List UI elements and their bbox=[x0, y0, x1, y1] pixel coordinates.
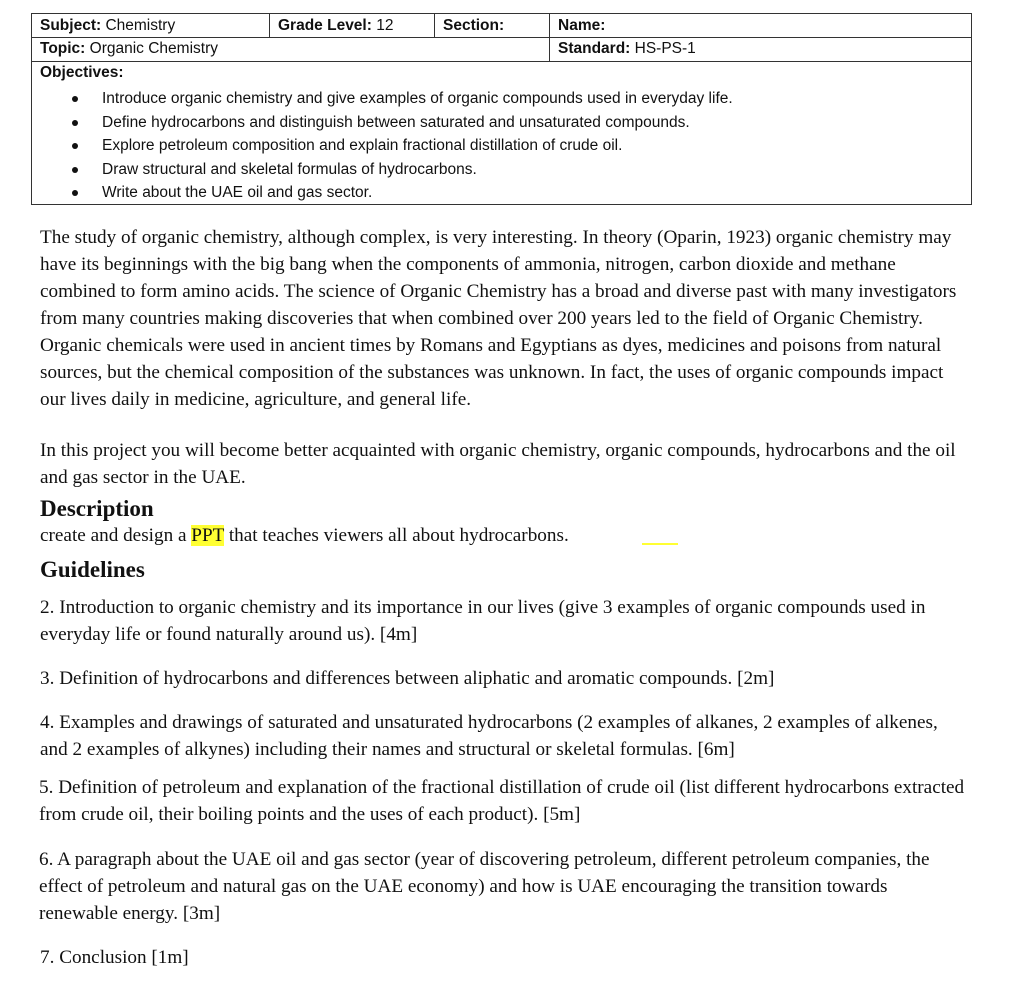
grade-value: 12 bbox=[371, 17, 394, 34]
objectives-title: Objectives: bbox=[40, 64, 124, 81]
ppt-highlight: PPT bbox=[191, 525, 225, 546]
bullet-icon bbox=[72, 143, 78, 149]
objective-item: Introduce organic chemistry and give examples of organic compounds used in everyday life. bbox=[32, 87, 733, 111]
header-row-2 bbox=[32, 37, 971, 62]
intro-paragraph-2: In this project you will become better acquainted with organic chemistry, organic compounds, hydrocarbons and the oil and gas sector in the UAE. bbox=[40, 440, 956, 488]
bullet-icon bbox=[72, 190, 78, 196]
guideline-item: 3. Definition of hydrocarbons and differences between aliphatic and aromatic compounds. [2m] bbox=[40, 668, 775, 689]
objective-item: Explore petroleum composition and explain fractional distillation of crude oil. bbox=[32, 134, 733, 158]
section-cell bbox=[434, 14, 549, 37]
topic-cell bbox=[32, 37, 549, 61]
guideline-item: 6. A paragraph about the UAE oil and gas sector (year of discovering petroleum, different petroleum companies, the effect of petroleum and natural gas on the UAE economy) and how is UAE encouraging the transition towards renewable energy. [3m] bbox=[39, 849, 930, 924]
header-table bbox=[31, 13, 972, 205]
description-heading: Description bbox=[40, 496, 154, 521]
guideline-item: 5. Definition of petroleum and explanation of the fractional distillation of crude oil (list different hydrocarbons extracted from crude oil, their boiling points and the uses of each product). [5m] bbox=[39, 777, 965, 825]
highlight-underline bbox=[642, 543, 678, 545]
name-label: Name: bbox=[558, 17, 606, 34]
section-label: Section: bbox=[443, 17, 505, 34]
grade-cell bbox=[269, 14, 434, 37]
guidelines-heading: Guidelines bbox=[40, 557, 145, 582]
standard-cell bbox=[549, 37, 971, 61]
standard-value: HS-PS-1 bbox=[630, 40, 696, 57]
standard-label: Standard: bbox=[558, 40, 631, 57]
guideline-item: 4. Examples and drawings of saturated and unsaturated hydrocarbons (2 examples of alkanes, 2 examples of alkenes, and 2 examples of alkynes) including their names and structural or skeletal formulas. [6m] bbox=[40, 712, 938, 760]
subject-value: Chemistry bbox=[101, 17, 176, 34]
grade-label: Grade Level: bbox=[278, 17, 372, 34]
objective-item: Draw structural and skeletal formulas of hydrocarbons. bbox=[32, 158, 733, 182]
guideline-item: 7. Conclusion [1m] bbox=[40, 947, 189, 968]
guideline-item: 2. Introduction to organic chemistry and its importance in our lives (give 3 examples of organic compounds used in everyday life or found naturally around us). [4m] bbox=[40, 597, 926, 645]
topic-label: Topic: bbox=[40, 40, 86, 57]
objective-item: Write about the UAE oil and gas sector. bbox=[32, 181, 733, 205]
header-row-1 bbox=[32, 14, 971, 38]
bullet-icon bbox=[72, 167, 78, 173]
objective-item: Define hydrocarbons and distinguish between saturated and unsaturated compounds. bbox=[32, 111, 733, 135]
bullet-icon bbox=[72, 96, 78, 102]
description-text: create and design a PPT that teaches viewers all about hydrocarbons. bbox=[40, 525, 569, 546]
bullet-icon bbox=[72, 120, 78, 126]
intro-paragraph-1: The study of organic chemistry, although complex, is very interesting. In theory (Oparin, 1923) organic chemistry may have its beginnings with the big bang when the components of ammonia, nitrogen, carbon dioxide and methane combined to form amino acids. The science of Organic Chemistry has a broad and diverse past with many investigators from many countries making discoveries that when combined over 200 years led to the field of Organic Chemistry. Organic chemicals were used in ancient times by Romans and Egyptians as dyes, medicines and poisons from natural sources, but the chemical composition of the substances was unknown. In fact, the uses of organic compounds impact our lives daily in medicine, agriculture, and general life. bbox=[40, 227, 957, 410]
name-cell bbox=[549, 14, 971, 37]
subject-cell bbox=[32, 14, 269, 37]
subject-label: Subject: bbox=[40, 17, 102, 34]
topic-value: Organic Chemistry bbox=[85, 40, 218, 57]
objectives-list bbox=[32, 87, 733, 205]
